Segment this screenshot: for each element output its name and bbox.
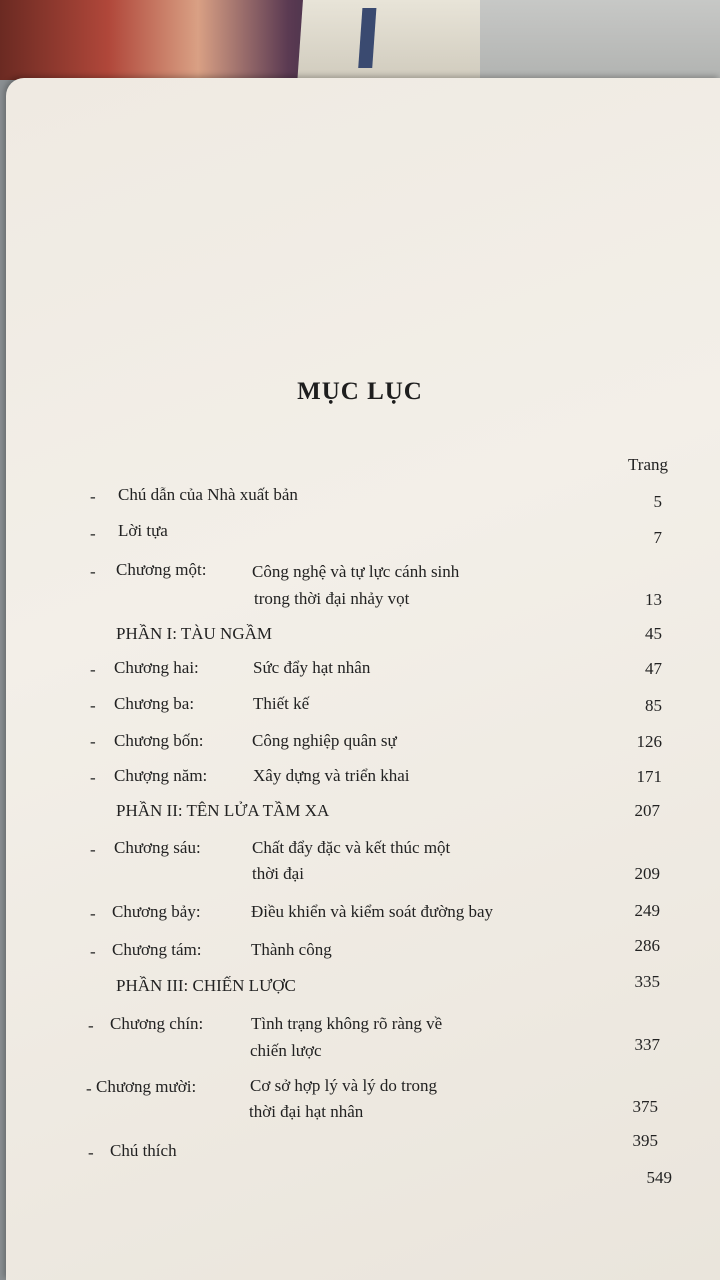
toc-page-number: 209 [634,864,660,883]
toc-entry-label: Chương bảy: [112,902,201,921]
toc-part-heading: PHẦN III: CHIẾN LƯỢC [116,976,296,995]
bullet-dash: - [90,524,96,543]
toc-entry-title-cont: thời đại hạt nhân [249,1102,364,1121]
toc-page-number: 45 [645,624,662,643]
toc-entry-label: Lời tựa [118,521,168,540]
bullet-dash: - [88,1143,94,1162]
bullet-dash: - [88,1016,94,1035]
toc-page-number: 13 [645,590,662,609]
toc-page-number: 5 [653,492,662,511]
toc-entry-title-cont: trong thời đại nhảy vọt [254,589,410,608]
toc-entry-title: Thiết kế [253,694,310,713]
page-column-header: Trang [628,455,668,474]
bullet-dash: - [90,562,96,581]
toc-page-number: 249 [634,901,660,920]
toc-page-number: 335 [634,972,660,991]
background-book-spine [297,0,493,85]
toc-page-number: 286 [634,936,660,955]
bullet-dash: - [90,942,96,961]
toc-page-number: 126 [636,732,662,751]
toc-entry-title: Thành công [251,940,332,959]
bullet-dash: - [86,1079,92,1098]
toc-page-number: 207 [634,801,660,820]
toc-entry-title: Xây dựng và triển khai [253,766,410,785]
bullet-dash: - [90,840,96,859]
toc-entry-label: Chương mười: [96,1077,197,1096]
toc-entry-label: Chương bốn: [114,731,204,750]
toc-entry-title: Sức đẩy hạt nhân [253,658,371,677]
toc-entry-title: Chất đẩy đặc và kết thúc một [252,838,451,857]
toc-final-page-number: 549 [646,1168,672,1187]
toc-entry-label: Chương sáu: [114,838,201,857]
toc-entry-title: Công nghệ và tự lực cánh sinh [252,562,460,581]
bullet-dash: - [90,768,96,787]
toc-entry-label: Chương hai: [114,658,199,677]
toc-page-number: 85 [645,696,662,715]
toc-part-heading: PHẦN II: TÊN LỬA TẦM XA [116,801,330,820]
bullet-dash: - [90,696,96,715]
toc-entry-title-cont: chiến lược [250,1041,322,1060]
bullet-dash: - [90,732,96,751]
toc-entry-label: Chương chín: [110,1014,204,1033]
toc-entry-title: Công nghiệp quân sự [252,731,397,750]
toc-entry-label: Chú dẫn của Nhà xuất bản [118,485,298,504]
toc-entry-label: Chương ba: [114,694,195,713]
toc-entry-label: Chương tám: [112,940,202,959]
toc-entry-label: Chượng năm: [114,766,208,785]
bullet-dash: - [90,904,96,923]
toc-page-number: 47 [645,659,662,678]
toc-page-number: 395 [632,1131,658,1150]
toc-page-number: 7 [653,528,662,547]
toc-page-number: 337 [634,1035,660,1054]
bullet-dash: - [90,660,96,679]
toc-page-number: 171 [636,767,662,786]
toc-part-heading: PHẦN I: TÀU NGẦM [116,624,272,643]
toc-entry-title: Cơ sở hợp lý và lý do trong [250,1076,438,1095]
page-title: MỤC LỤC [297,378,423,405]
toc-entry-title: Tình trạng không rõ ràng về [251,1014,443,1033]
toc-entry-title: Điều khiển và kiểm soát đường bay [251,902,493,921]
toc-page-number: 375 [632,1097,658,1116]
bullet-dash: - [90,487,96,506]
toc-entry-label: Chú thích [110,1141,177,1160]
toc-entry-title-cont: thời đại [252,864,304,883]
toc-entry-label: Chương một: [116,560,207,579]
